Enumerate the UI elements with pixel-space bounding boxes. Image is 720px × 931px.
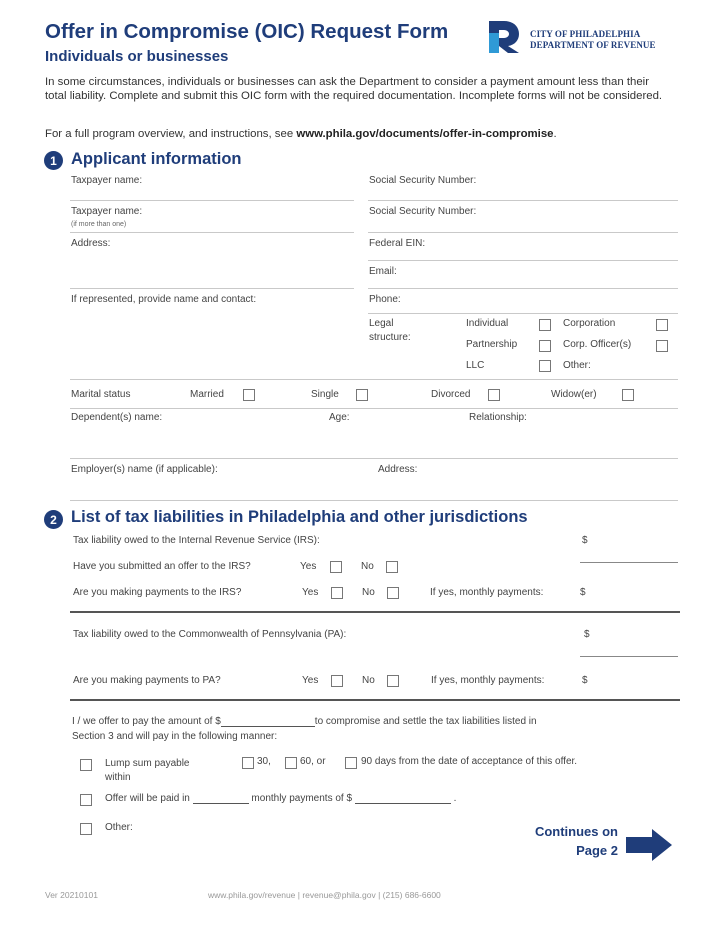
offer-amount-prefix: I / we offer to pay the amount of $ [72, 716, 221, 727]
irs-liability-dollar: $ [582, 535, 588, 546]
irs-monthly-dollar: $ [580, 587, 586, 598]
section-1-divider [70, 379, 678, 380]
irs-offer-yes-label: Yes [300, 561, 317, 572]
continues-note [535, 822, 618, 860]
irs-monthly-label: If yes, monthly payments: [430, 587, 544, 598]
address-label: Address: [71, 238, 111, 249]
overview-suffix: . [553, 128, 557, 140]
single-label: Single [311, 389, 339, 400]
intro-paragraph: In some circumstances, individuals or businesses can ask the Department to consider a payment amount less than their total liability. Complete and submit this OIC form with the required documentation. Incomplete forms will not be considered. [45, 76, 663, 102]
taxpayer-name-2-label: Taxpayer name: [71, 206, 143, 217]
continues-line-1: Continues on [534, 824, 618, 839]
days-90-checkbox[interactable] [345, 757, 357, 769]
arrow-right-icon [626, 829, 672, 861]
ssn-2-label: Social Security Number: [369, 206, 477, 217]
address-field[interactable] [70, 288, 354, 289]
section-1-title: Applicant information [71, 150, 242, 168]
taxpayer-name-2-note: (if more than one) [71, 221, 127, 228]
employer-field[interactable] [70, 500, 678, 501]
employer-address-label: Address: [378, 464, 418, 475]
employer-label: Employer(s) name (if applicable): [71, 464, 218, 475]
married-label: Married [190, 389, 224, 400]
dependents-label: Dependent(s) name: [71, 412, 163, 423]
footer-contact: www.phila.gov/revenue | revenue@phila.gov | (215) 686-6600 [208, 890, 441, 900]
irs-offer-yes-checkbox[interactable] [330, 561, 342, 573]
monthly-payments-label: monthly payments of $ [251, 793, 353, 804]
overview-link[interactable]: www.phila.gov/documents/offer-in-compromise [296, 128, 554, 140]
irs-offer-label: Have you submitted an offer to the IRS? [73, 561, 251, 572]
irs-liability-field[interactable] [580, 562, 678, 563]
ssn-2-field[interactable] [368, 232, 678, 233]
form-title: Offer in Compromise (OIC) Request Form [45, 20, 449, 43]
other-offer-label: Other: [105, 822, 133, 833]
irs-payments-no-label: No [362, 587, 375, 598]
monthly-offer-checkbox[interactable] [80, 794, 92, 806]
corp-officer-label: Corp. Officer(s) [563, 339, 632, 350]
days-30-label: 30, [257, 756, 271, 767]
lump-sum-within: within [105, 772, 131, 783]
married-checkbox[interactable] [243, 389, 255, 401]
monthly-amount-field[interactable] [355, 793, 451, 804]
ssn-field[interactable] [368, 200, 678, 201]
irs-offer-no-label: No [361, 561, 374, 572]
section-2-number: 2 [44, 510, 63, 529]
pa-payments-yes-checkbox[interactable] [331, 675, 343, 687]
pa-payments-label: Are you making payments to PA? [73, 675, 221, 686]
pa-liability-field[interactable] [580, 656, 678, 657]
offer-line-2: Section 3 and will pay in the following manner: [72, 731, 278, 742]
irs-payments-yes-checkbox[interactable] [331, 587, 343, 599]
paid-in-label: Offer will be paid in [105, 793, 190, 804]
partnership-label: Partnership [466, 339, 518, 350]
days-60-label: 60, or [300, 756, 326, 767]
corporation-checkbox[interactable] [656, 319, 668, 331]
lump-sum-label: Lump sum payable [105, 758, 190, 769]
taxpayer-name-field[interactable] [70, 200, 354, 201]
single-checkbox[interactable] [356, 389, 368, 401]
email-label: Email: [369, 266, 397, 277]
irs-payments-yes-label: Yes [302, 587, 319, 598]
corp-officer-checkbox[interactable] [656, 340, 668, 352]
irs-payments-label: Are you making payments to the IRS? [73, 587, 242, 598]
phone-label: Phone: [369, 294, 401, 305]
dependents-field[interactable] [70, 458, 678, 459]
federal-ein-label: Federal EIN: [369, 238, 426, 249]
legal-structure-label-2: structure: [369, 332, 411, 343]
email-field[interactable] [368, 288, 678, 289]
age-label: Age: [329, 412, 350, 423]
pa-payments-no-checkbox[interactable] [387, 675, 399, 687]
philadelphia-logo-icon [486, 19, 522, 55]
offer-amount-field[interactable] [221, 716, 315, 727]
pa-liability-dollar: $ [584, 629, 590, 640]
partnership-checkbox[interactable] [539, 340, 551, 352]
section-1-number: 1 [44, 151, 63, 170]
irs-liability-label: Tax liability owed to the Internal Revenue Service (IRS): [73, 535, 320, 546]
days-90-label: 90 days from the date of acceptance of this offer. [361, 756, 578, 767]
months-count-field[interactable] [193, 793, 249, 804]
legal-structure-label-1: Legal [369, 318, 394, 329]
irs-offer-no-checkbox[interactable] [386, 561, 398, 573]
org-line-2: DEPARTMENT OF REVENUE [530, 40, 656, 50]
phone-field[interactable] [368, 313, 678, 314]
divorced-checkbox[interactable] [488, 389, 500, 401]
form-subtitle: Individuals or businesses [45, 48, 229, 65]
other-offer-checkbox[interactable] [80, 823, 92, 835]
llc-label: LLC [466, 360, 485, 371]
pa-monthly-dollar: $ [582, 675, 588, 686]
org-line-1: CITY OF PHILADELPHIA [530, 29, 641, 39]
continues-line-2: Page 2 [576, 843, 618, 858]
widower-label: Widow(er) [551, 389, 597, 400]
offer-amount-suffix: to compromise and settle the tax liabilities listed in [314, 716, 537, 727]
irs-payments-no-checkbox[interactable] [387, 587, 399, 599]
marital-status-label: Marital status [71, 389, 131, 400]
pa-payments-yes-label: Yes [302, 675, 319, 686]
federal-ein-field[interactable] [368, 260, 678, 261]
overview-prefix: For a full program overview, and instructions, see [45, 128, 297, 140]
overview-line [45, 128, 557, 140]
taxpayer-name-label: Taxpayer name: [71, 175, 143, 186]
marital-divider [70, 408, 678, 409]
taxpayer-name-2-field[interactable] [70, 232, 354, 233]
days-60-checkbox[interactable] [285, 757, 297, 769]
divorced-label: Divorced [431, 389, 471, 400]
corporation-label: Corporation [563, 318, 616, 329]
org-name [530, 29, 656, 51]
represented-label: If represented, provide name and contact: [71, 294, 257, 305]
relationship-label: Relationship: [469, 412, 527, 423]
ssn-label: Social Security Number: [369, 175, 477, 186]
individual-checkbox[interactable] [539, 319, 551, 331]
monthly-period: . [453, 793, 457, 804]
pa-liability-label: Tax liability owed to the Commonwealth of Pennsylvania (PA): [73, 629, 347, 640]
pa-offer-divider [70, 699, 680, 701]
irs-pa-divider [70, 611, 680, 613]
widower-checkbox[interactable] [622, 389, 634, 401]
llc-checkbox[interactable] [539, 360, 551, 372]
pa-payments-no-label: No [362, 675, 375, 686]
other-structure-label: Other: [563, 360, 591, 371]
version-label: Ver 20210101 [45, 890, 98, 900]
monthly-offer-line [105, 793, 456, 804]
days-30-checkbox[interactable] [242, 757, 254, 769]
section-2-title: List of tax liabilities in Philadelphia and other jurisdictions [71, 508, 528, 526]
pa-monthly-label: If yes, monthly payments: [431, 675, 545, 686]
lump-sum-checkbox[interactable] [80, 759, 92, 771]
offer-line-1 [72, 716, 537, 727]
individual-label: Individual [466, 318, 509, 329]
